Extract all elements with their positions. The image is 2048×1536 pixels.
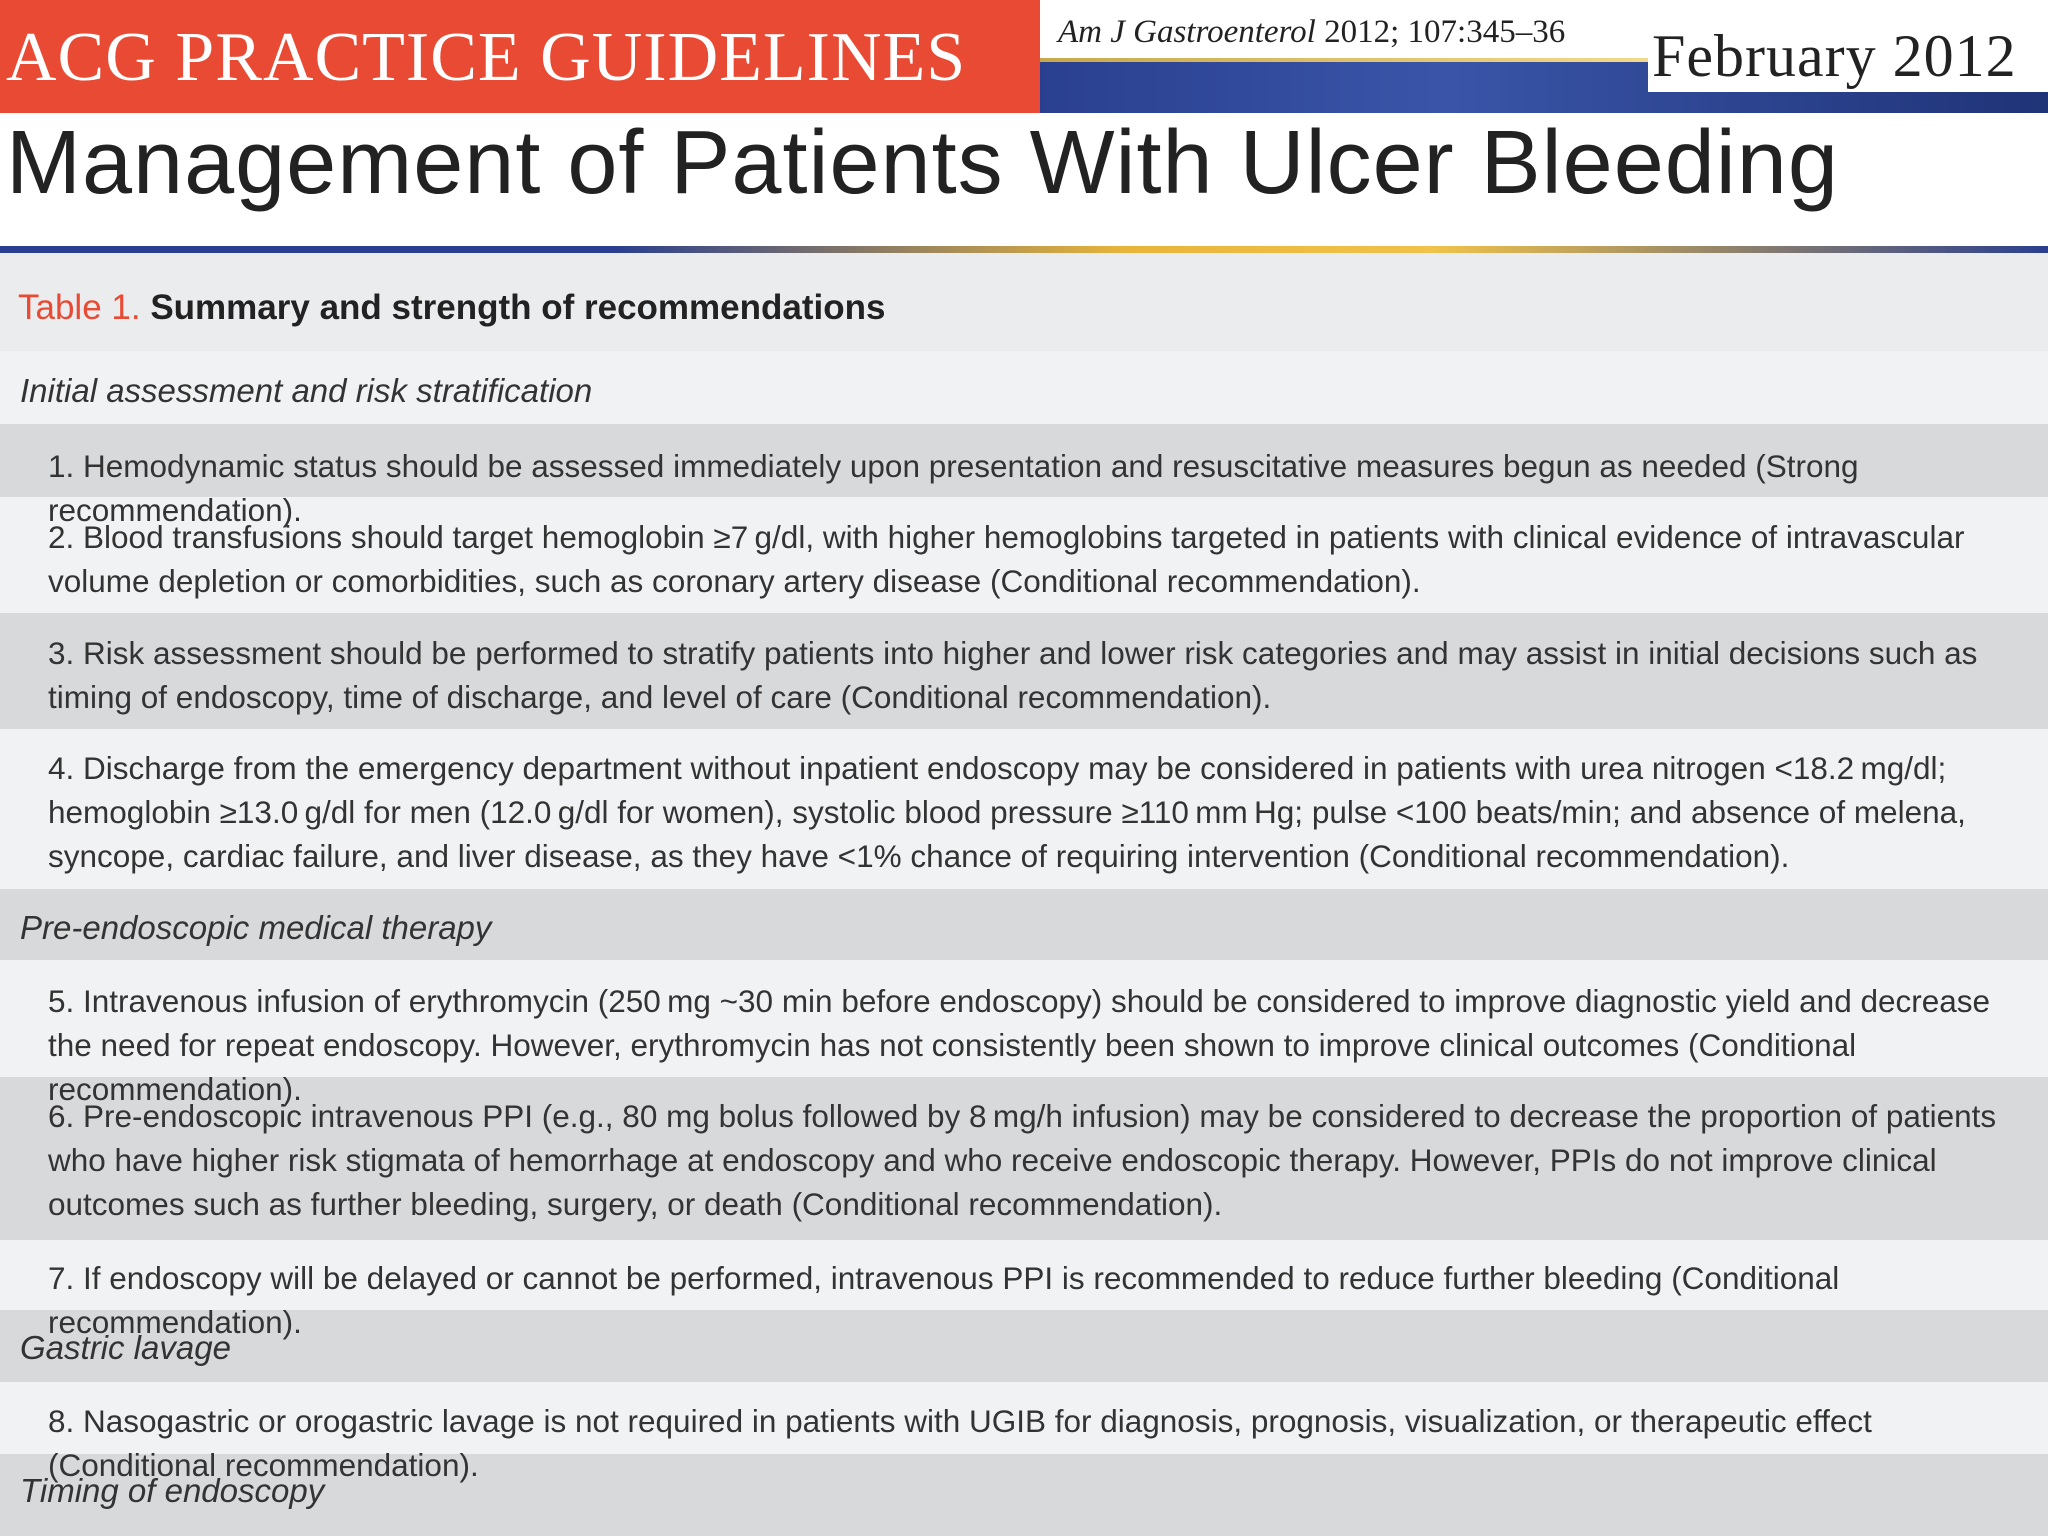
recommendation-1: 1. Hemodynamic status should be assessed immediately upon presentation and resuscitative measures begun as needed (Strong recommendation). [48, 448, 1859, 528]
table-number: Table 1. [18, 288, 141, 327]
table-title: Summary and strength of recommendations [150, 288, 886, 327]
journal-citation [1058, 14, 1565, 51]
recommendation-8: 8. Nasogastric or orogastric lavage is not required in patients with UGIB for diagnosis, prognosis, visualization, or therapeutic effect (Conditional recommendation). [48, 1403, 1872, 1483]
section-heading: Initial assessment and risk stratification [20, 372, 593, 409]
header-banner [0, 0, 1040, 113]
recommendation-2: 2. Blood transfusions should target hemoglobin ≥7 g/dl, with higher hemoglobins targeted in patients with clinical evidence of intravascular volume depletion or comorbidities, such as coronary artery disease (Conditional recommendation). [48, 519, 1965, 599]
recommendation-3: 3. Risk assessment should be performed to stratify patients into higher and lower risk categories and may assist in initial decisions such as timing of endoscopy, time of discharge, and level of care (Conditional recommendation). [48, 635, 1978, 715]
section-heading: Pre-endoscopic medical therapy [20, 909, 492, 946]
guideline-banner-label: ACG PRACTICE GUIDELINES [6, 19, 967, 96]
recommendation-4: 4. Discharge from the emergency department without inpatient endoscopy may be considered in patients with urea nitrogen <18.2 mg/dl; hemoglobin ≥13.0 g/dl for men (12.0 g/dl for women), systolic blood pressure ≥110 mm Hg; pulse <100 beats/min; and absence of melena, syncope, cardiac failure, and liver disease, as they have <1% chance of requiring intervention (Conditional recommendation). [48, 750, 1966, 874]
recommendation-7: 7. If endoscopy will be delayed or cannot be performed, intravenous PPI is recommended to reduce further bleeding (Conditional recommendation). [48, 1260, 1840, 1340]
table-caption [18, 288, 885, 328]
section-heading: Gastric lavage [20, 1329, 231, 1366]
recommendation-6: 6. Pre-endoscopic intravenous PPI (e.g., 80 mg bolus followed by 8 mg/h infusion) may be considered to decrease the proportion of patients who have higher risk stigmata of hemorrhage at endoscopy and who receive endoscopic therapy. However, PPIs do not improve clinical outcomes such as further bleeding, surgery, or death (Conditional recommendation). [48, 1098, 1997, 1222]
title-divider [0, 246, 2048, 253]
recommendation-5: 5. Intravenous infusion of erythromycin (250 mg ~30 min before endoscopy) should be considered to improve diagnostic yield and decrease the need for repeat endoscopy. However, erythromycin has not consistently been shown to improve clinical outcomes (Conditional recommendation). [48, 983, 1991, 1107]
publication-date: February 2012 [1652, 23, 2017, 89]
citation-details: 2012; 107:345–36 [1315, 14, 1566, 50]
page-title: Management of Patients With Ulcer Bleeding [6, 113, 1839, 213]
section-heading: Timing of endoscopy [20, 1472, 325, 1509]
citation-journal: Am J Gastroenterol [1058, 14, 1316, 50]
